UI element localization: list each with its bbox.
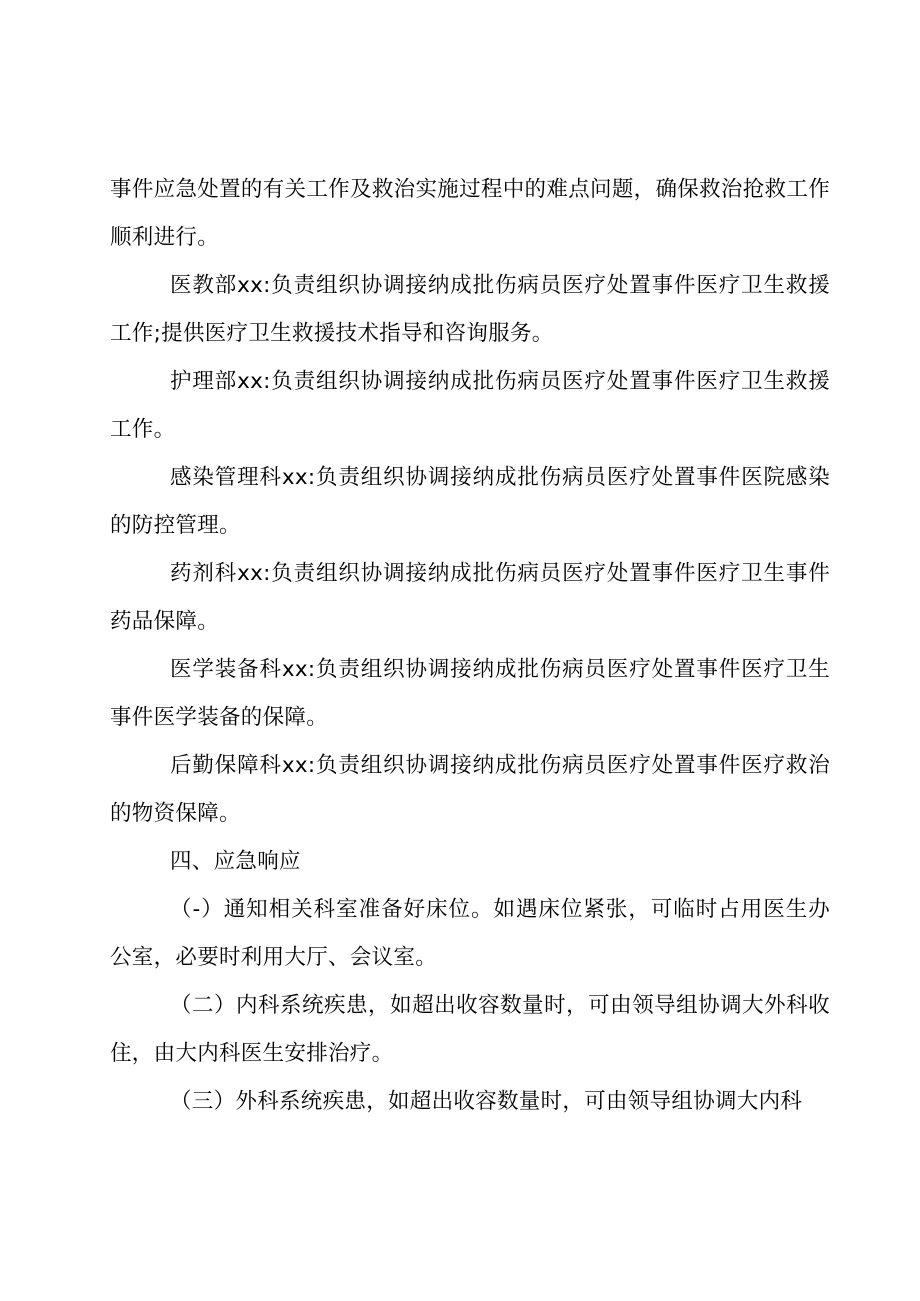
paragraph-medical-equipment-dept: 医学装备科xx:负责组织协调接纳成批伤病员医疗处置事件医疗卫生事件医学装备的保障。 (110, 657, 830, 730)
paragraph-logistics-dept: 后勤保障科xx:负责组织协调接纳成批伤病员医疗处置事件医疗救治的物资保障。 (110, 753, 830, 826)
paragraph-item-3: （三）外科系统疾患，如超出收容数量时，可由领导组协调大内科 (170, 1089, 803, 1114)
paragraph-item-2: （二）内科系统疾患，如超出收容数量时，可由领导组协调大外科收住，由大内科医生安排治疗。 (110, 993, 830, 1066)
paragraph-nursing-dept: 护理部xx:负责组织协调接纳成批伤病员医疗处置事件医疗卫生救援工作。 (110, 369, 830, 442)
section-heading-emergency-response: 四、应急响应 (170, 849, 301, 874)
paragraph-medical-education-dept: 医教部xx:负责组织协调接纳成批伤病员医疗处置事件医疗卫生救援工作;提供医疗卫生救援技术指导和咨询服务。 (110, 273, 830, 346)
document-body (110, 166, 830, 1126)
paragraph-pharmacy-dept: 药剂科xx:负责组织协调接纳成批伤病员医疗处置事件医疗卫生事件药品保障。 (110, 561, 830, 634)
paragraph-infection-management: 感染管理科xx:负责组织协调接纳成批伤病员医疗处置事件医院感染的防控管理。 (110, 465, 830, 538)
paragraph-continuation: 事件应急处置的有关工作及救治实施过程中的难点问题，确保救治抢救工作顺利进行。 (110, 177, 830, 250)
paragraph-item-1: （-）通知相关科室准备好床位。如遇床位紧张，可临时占用医生办公室，必要时利用大厅、会议室。 (110, 897, 830, 970)
